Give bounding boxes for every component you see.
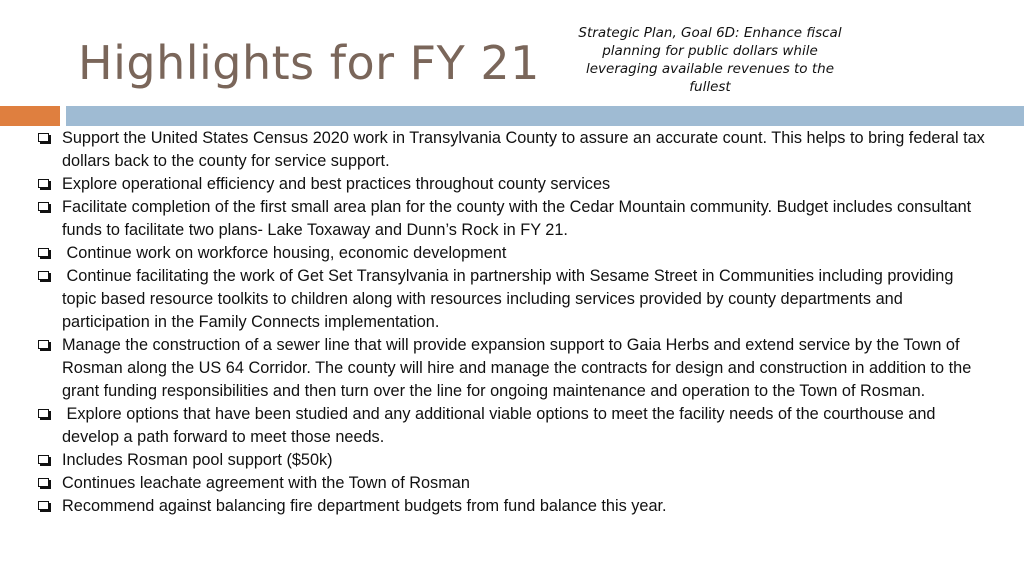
list-item (36, 334, 986, 403)
list-item (36, 196, 986, 242)
slide-title: Highlights for FY 21 (78, 36, 540, 90)
list-item (36, 495, 986, 518)
list-item-text: Manage the construction of a sewer line that will provide expansion support to Gaia Herbs and extend service by the Town of Rosman along the US 64 Corridor. The county will hire and manage the contracts for design and construction in addition to the grant funding responsibilities and then turn over the line for ongoing maintenance and operation to the Town of Rosman. (62, 336, 972, 400)
accent-bar (0, 106, 60, 126)
list-item (36, 242, 986, 265)
highlights-list (36, 127, 986, 518)
square-bullet-icon (38, 340, 49, 349)
square-bullet-icon (38, 271, 49, 280)
list-item (36, 173, 986, 196)
square-bullet-icon (38, 478, 49, 487)
title-rule-bar (66, 106, 1024, 126)
list-item (36, 449, 986, 472)
square-bullet-icon (38, 133, 49, 142)
list-item-text: Recommend against balancing fire department budgets from fund balance this year. (62, 497, 667, 515)
list-item-text: Support the United States Census 2020 work in Transylvania County to assure an accurate count. This helps to bring federal tax dollars back to the county for service support. (62, 129, 985, 170)
square-bullet-icon (38, 455, 49, 464)
square-bullet-icon (38, 409, 49, 418)
list-item (36, 403, 986, 449)
square-bullet-icon (38, 501, 49, 510)
list-item (36, 472, 986, 495)
square-bullet-icon (38, 202, 49, 211)
list-item-text: Continues leachate agreement with the Town of Rosman (62, 474, 470, 492)
list-item-text: Explore operational efficiency and best practices throughout county services (62, 175, 611, 193)
list-item-text: Continue work on workforce housing, economic development (62, 244, 507, 262)
square-bullet-icon (38, 179, 49, 188)
list-item (36, 127, 986, 173)
list-item-text: Includes Rosman pool support ($50k) (62, 451, 333, 469)
list-item-text: Continue facilitating the work of Get Set Transylvania in partnership with Sesame Street in Communities including providing topic based resource toolkits to children along with resources including services provided by county departments and participation in the Family Connects implementation. (62, 267, 958, 331)
list-item-text: Explore options that have been studied and any additional viable options to meet the facility needs of the courthouse and develop a path forward to meet those needs. (62, 405, 940, 446)
list-item (36, 265, 986, 334)
square-bullet-icon (38, 248, 49, 257)
strategic-plan-note: Strategic Plan, Goal 6D: Enhance fiscal planning for public dollars while leveraging available revenues to the fullest (578, 25, 842, 95)
list-item-text: Facilitate completion of the first small area plan for the county with the Cedar Mountain community. Budget includes consultant funds to facilitate two plans- Lake Toxaway and Dunn’s Rock in FY 21. (62, 198, 972, 239)
